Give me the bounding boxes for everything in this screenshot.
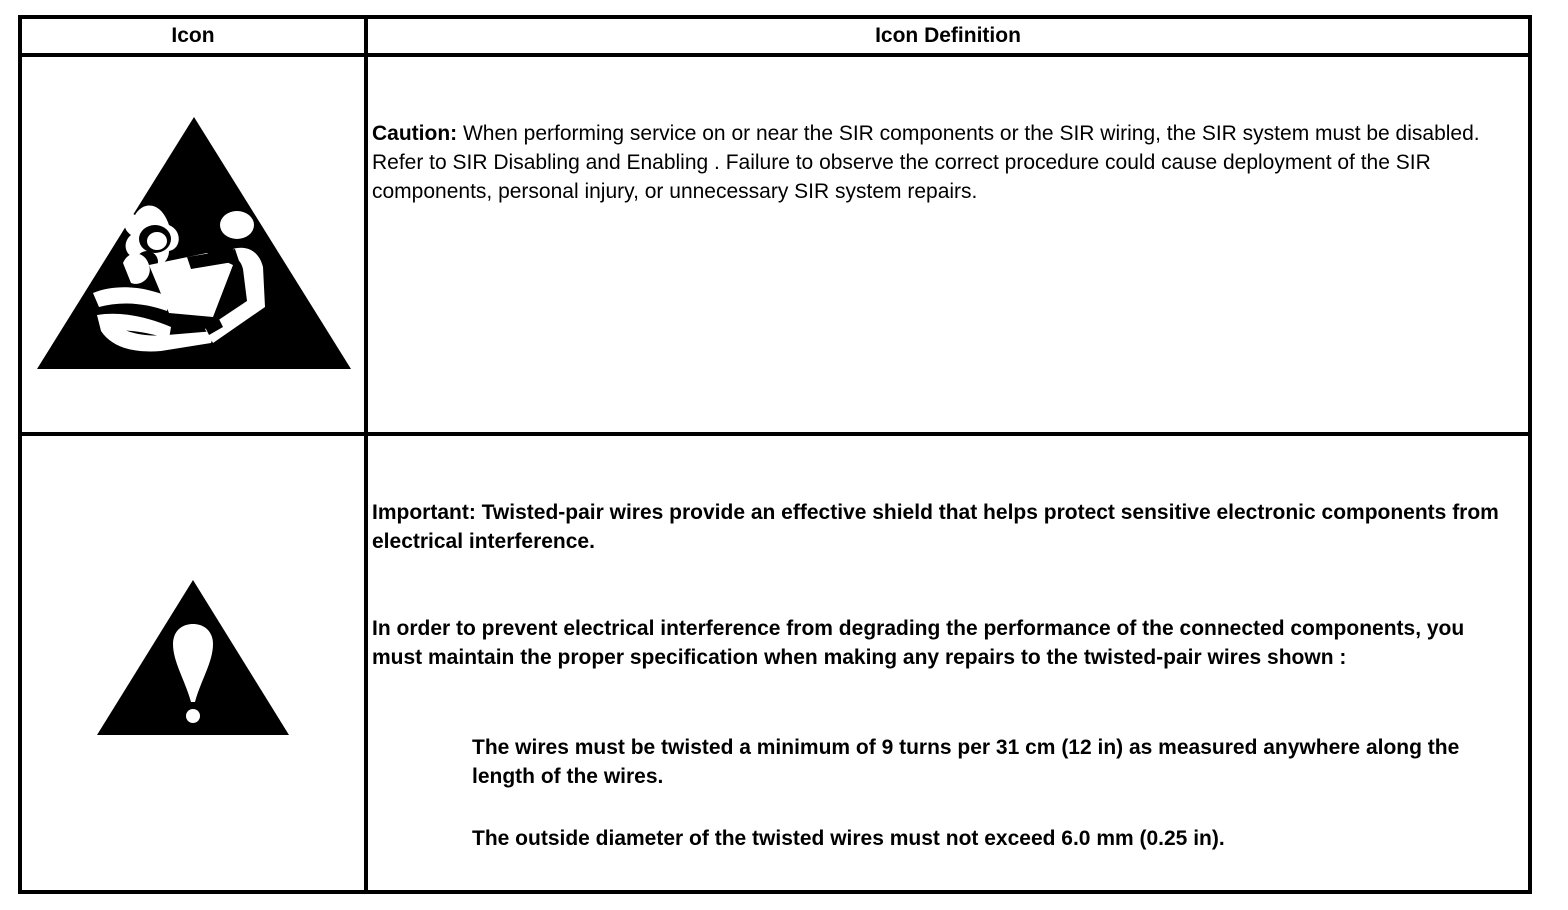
icon-definition-table: [18, 15, 1532, 894]
specification-paragraph: In order to prevent electrical interference from degrading the performance of the connected components, you must maintain the proper specification when making any repairs to the twisted-pair wires shown :: [372, 616, 1465, 669]
table-row-caution: [20, 55, 1530, 434]
caution-definition: [372, 119, 1518, 206]
icon-cell: [20, 434, 366, 892]
caution-text: When performing service on or near the SIR components or the SIR wiring, the SIR system must be disabled. Refer to SIR Disabling and Enabling . Failure to observe the correct procedure could cause deployment of the SIR components, personal injury, or unnecessary SIR system repairs.: [372, 122, 1480, 203]
specification-item: The outside diameter of the twisted wires must not exceed 6.0 mm (0.25 in).: [472, 826, 1225, 850]
header-icon: Icon: [20, 17, 366, 55]
important-paragraph: Important: Twisted-pair wires provide an effective shield that helps protect sensitive electronic components from electrical interference.: [372, 500, 1499, 553]
caution-label: Caution:: [372, 122, 458, 145]
table-header-row: [20, 17, 1530, 55]
table-row-important: [20, 434, 1530, 892]
specification-item: The wires must be twisted a minimum of 9 turns per 31 cm (12 in) as measured anywhere along the length of the wires.: [472, 735, 1460, 788]
sir-caution-icon: [37, 117, 353, 375]
important-exclamation-icon: [97, 580, 292, 737]
definition-cell: [366, 434, 1530, 892]
icon-cell: [20, 55, 366, 434]
header-icon-definition: Icon Definition: [366, 17, 1530, 55]
definition-cell: [366, 55, 1530, 434]
